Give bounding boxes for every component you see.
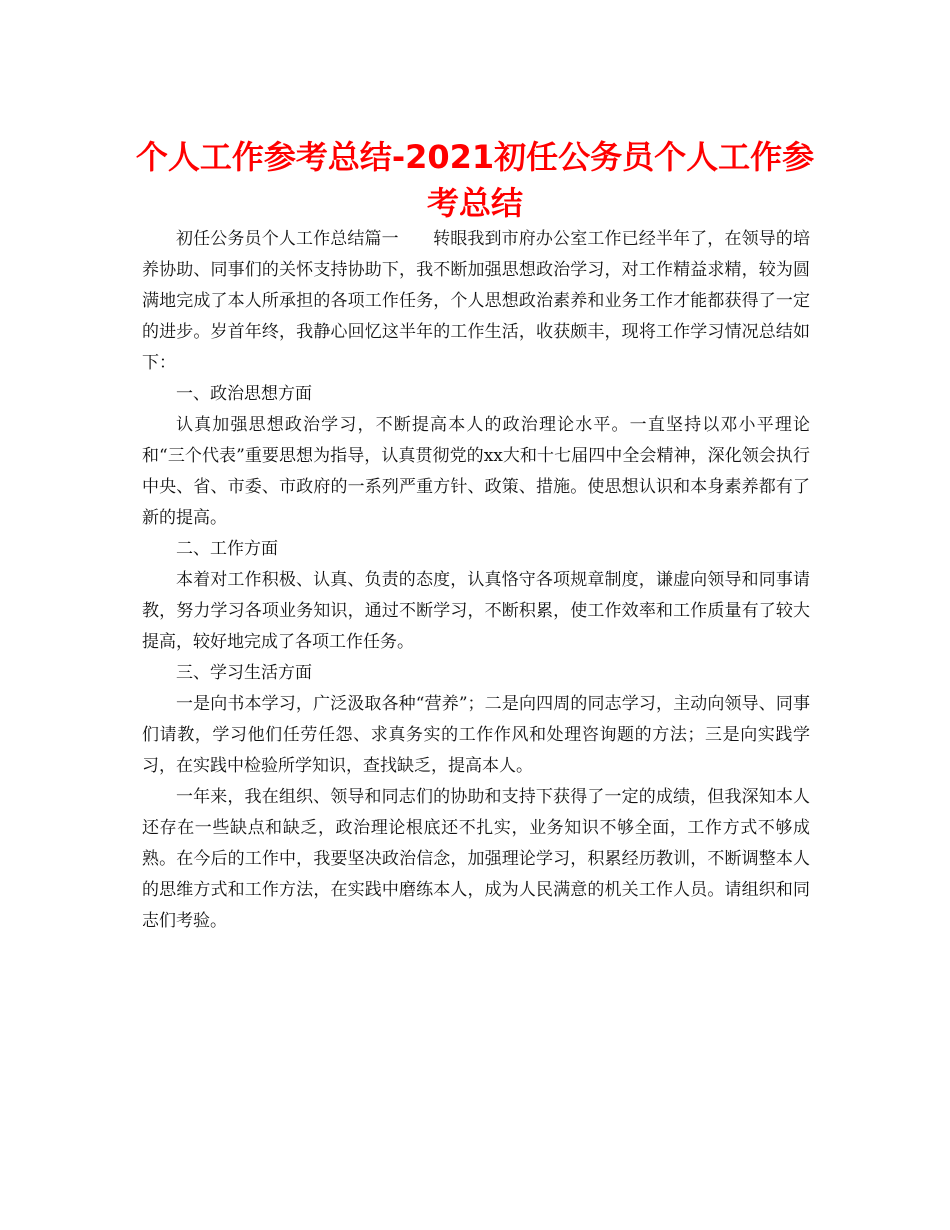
paragraph-political: 认真加强思想政治学习，不断提高本人的政治理论水平。一直坚持以邓小平理论和“三个代表”重要思想为指导，认真贯彻党的xx大和十七届四中全会精神，深化领会执行中央、省、市委、市政府的一系列严重方针、政策、措施。使思想认识和本身素养都有了新的提高。 [142,415,810,528]
section-heading-work: 二、工作方面 [176,539,278,559]
section-heading-political: 一、政治思想方面 [176,384,312,404]
paragraph-intro: 初任公务员个人工作总结篇一 转眼我到市府办公室工作已经半年了，在领导的培养协助、同事们的关怀支持协助下，我不断加强思想政治学习，对工作精益求精，较为圆满地完成了本人所承担的各项工作任务，个人思想政治素养和业务工作才能都获得了一定的进步。岁首年终，我静心回忆这半年的工作生活，收获颇丰，现将工作学习情况总结如下： [142,229,810,373]
document-title: 个人工作参考总结-2021初任公务员个人工作参考总结 [135,138,815,222]
paragraph-work: 本着对工作积极、认真、负责的态度，认真恪守各项规章制度，谦虚向领导和同事请教，努力学习各项业务知识，通过不断学习，不断积累，使工作效率和工作质量有了较大提高，较好地完成了各项工作任务。 [142,570,810,652]
paragraph-study: 一是向书本学习，广泛汲取各种“营养”；二是向四周的同志学习，主动向领导、同事们请教，学习他们任劳任怨、求真务实的工作作风和处理咨询题的方法；三是向实践学习，在实践中检验所学知识，查找缺乏，提高本人。 [142,694,810,776]
section-heading-study: 三、学习生活方面 [176,663,312,683]
document-body [142,224,810,937]
paragraph-conclusion: 一年来，我在组织、领导和同志们的协助和支持下获得了一定的成绩，但我深知本人还存在一些缺点和缺乏，政治理论根底还不扎实，业务知识不够全面，工作方式不够成熟。在今后的工作中，我要坚决政治信念，加强理论学习，积累经历教训，不断调整本人的思维方式和工作方法，在实践中磨练本人，成为人民满意的机关工作人员。请组织和同志们考验。 [142,787,810,931]
